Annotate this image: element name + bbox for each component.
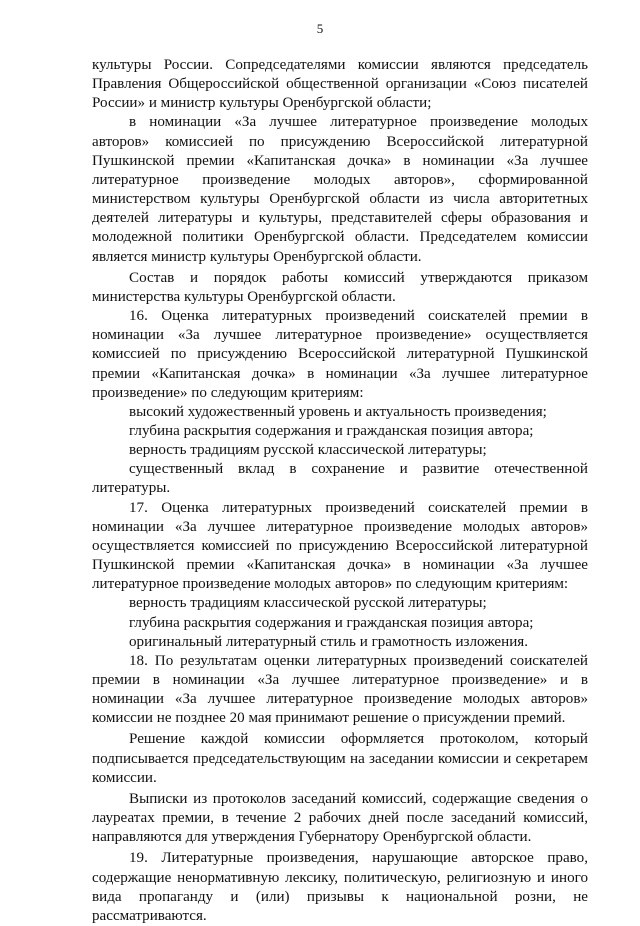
paragraph-protocol-extracts: Выписки из протоколов заседаний комиссий, содержащие сведения о лауреатах премии, в течение 2 рабочих дней после заседаний комиссий, направляются для утверждения Губернатору Оренбургской области. bbox=[92, 790, 588, 846]
criterion-16-1: высокий художественный уровень и актуальность произведения; bbox=[129, 403, 547, 420]
criterion-16-4: существенный вклад в сохранение и развитие отечественной литературы. bbox=[92, 461, 588, 497]
criterion-17-1: верность традициям классической русской литературы; bbox=[129, 595, 487, 612]
paragraph-item-17: 17. Оценка литературных произведений соискателей премии в номинации «За лучшее литературное произведение молодых авторов» осуществляется комиссией по присуждению Всероссийской литературной Пушкинской премии «Капитанская дочка» в номинации «За лучшее литературное произведение молодых авторов» по следующим критериям: bbox=[92, 499, 588, 593]
paragraph-young-authors-commission: в номинации «За лучшее литературное произведение молодых авторов» комиссией по присуждению Всероссийской литературной Пушкинской премии «Капитанская дочка» в номинации «За лучшее литературное произведение молодых авторов», сформированной министерством культуры Оренбургской области из числа авторитетных деятелей литературы и культуры, представителей сферы образования и молодежной политики Оренбургской области. Председателем комиссии является министр культуры Оренбургской области. bbox=[92, 114, 588, 265]
criterion-17-2: глубина раскрытия содержания и гражданская позиция автора; bbox=[129, 614, 534, 631]
paragraph-item-16: 16. Оценка литературных произведений соискателей премии в номинации «За лучшее литературное произведение» осуществляется комиссией по присуждению Всероссийской литературной Пушкинской премии «Капитанская дочка» в номинации «За лучшее литературное произведение» по следующим критериям: bbox=[92, 308, 588, 401]
criterion-16-3: верность традициям русской классической литературы; bbox=[129, 442, 487, 459]
paragraph-item-19: 19. Литературные произведения, нарушающие авторское право, содержащие ненормативную лексику, политическую, религиозную и иного вида пропаганду и (или) призывы к национальной розни, не рассматриваются. bbox=[92, 850, 588, 924]
paragraph-commission-composition: Состав и порядок работы комиссий утверждаются приказом министерства культуры Оренбургской области. bbox=[92, 269, 588, 305]
document-body bbox=[92, 56, 588, 926]
paragraph-decision-protocol: Решение каждой комиссии оформляется протоколом, который подписывается председательствующим на заседании комиссии и секретарем комиссии. bbox=[92, 731, 588, 786]
criterion-17-3: оригинальный литературный стиль и грамотность изложения. bbox=[129, 633, 528, 650]
paragraph-commission-members: культуры России. Сопредседателями комиссии являются председатель Правления Общероссийской общественной организации «Союз писателей России» и министр культуры Оренбургской области; bbox=[92, 57, 588, 112]
criterion-16-2: глубина раскрытия содержания и гражданская позиция автора; bbox=[129, 422, 534, 439]
page-number: 5 bbox=[316, 21, 324, 36]
paragraph-item-18: 18. По результатам оценки литературных произведений соискателей премии в номинации «За лучшее литературное произведение» и в номинации «За лучшее литературное произведение молодых авторов» комиссии не позднее 20 мая принимают решение о присуждении премий. bbox=[92, 652, 588, 727]
